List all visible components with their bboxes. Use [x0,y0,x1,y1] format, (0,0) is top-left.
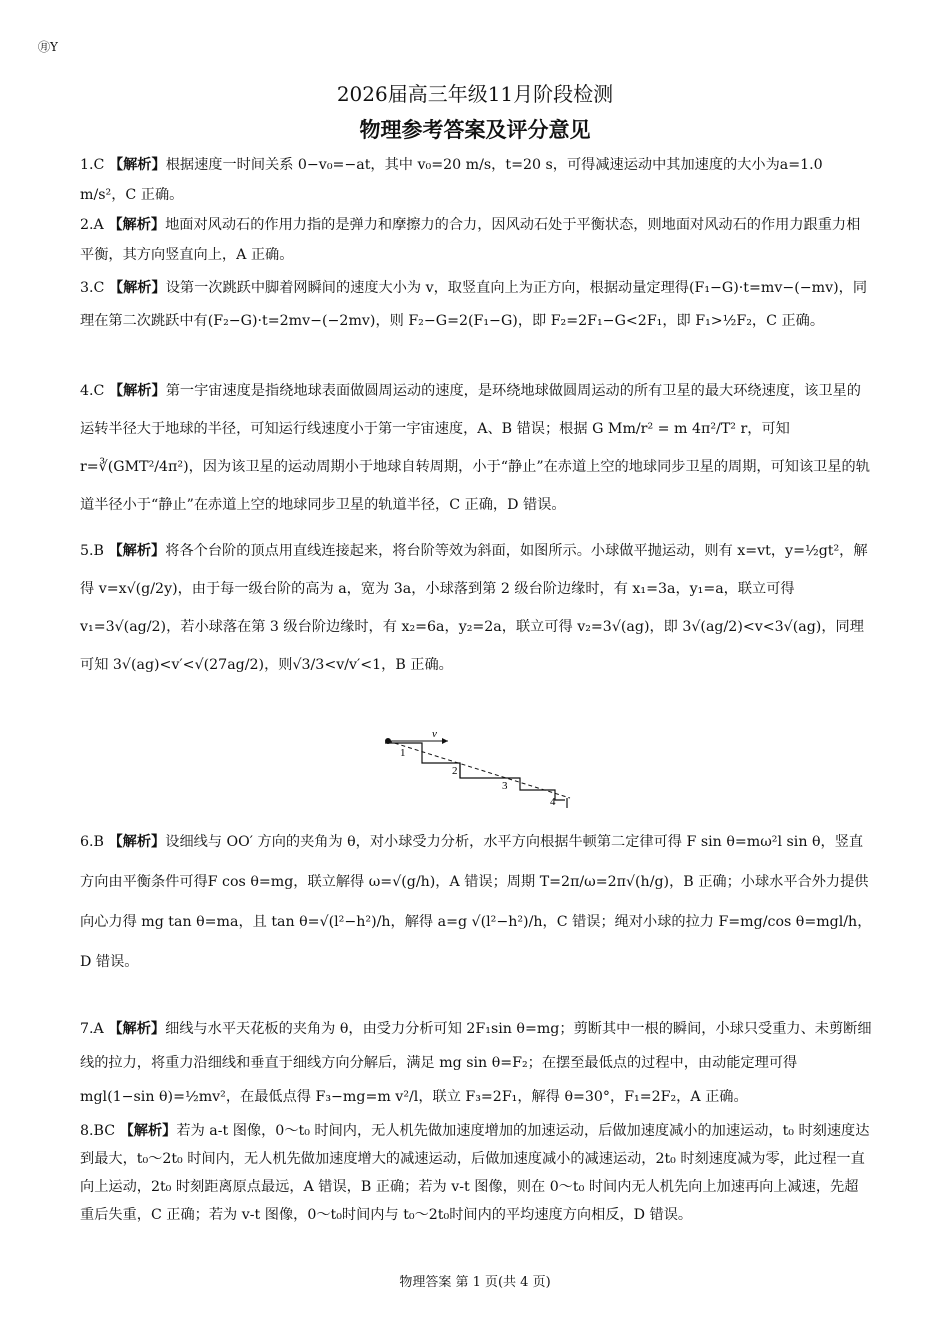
answer-item [80,1117,872,1229]
analysis-tag: 【解析】 [108,834,166,850]
analysis-tag: 【解析】 [108,157,166,173]
answer-text: 细线与水平天花板的夹角为 θ，由受力分析可知 2F₁sin θ=mg；剪断其中一根的瞬间，小球只受重力、未剪断细线的拉力，将重力沿细线和垂直于细线方向分解后，满足 mg sin θ=F₂；在摆至最低点的过程中，由动能定理可得 mgl(1−sin θ)=½mv²，在最低点得 F₃−mg=m v²/l，联立 F₃=2F₁，解得 θ=30°，F₁=2F₂，A 正确。 [80,1021,872,1105]
page-subtitle: 物理参考答案及评分意见 [359,117,591,142]
analysis-tag: 【解析】 [108,383,166,399]
page-footer: 物理答案 第 1 页(共 4 页) [399,1275,551,1290]
answer-text: 第一宇宙速度是指绕地球表面做圆周运动的速度，是环绕地球做圆周运动的所有卫星的最大环绕速度，该卫星的运转半径大于地球的半径，可知运行线速度小于第一宇宙速度，A、B 错误；根据 G Mm/r² = m 4π²/T² r，可知 r=∛(GMT²/4π²)，因为该卫星的运动周期小于地球自转周期，小于“静止”在赤道上空的地球同步卫星的周期，可知该卫星的轨道半径小于“静止”在赤道上空的地球同步卫星的轨道半径，C 正确，D 错误。 [80,383,870,513]
slope-line [388,741,570,798]
staircase-outline [385,743,565,800]
answer-list [80,150,872,1229]
analysis-tag: 【解析】 [119,1123,177,1139]
answer-number: 8.BC [80,1123,116,1139]
answer-text: 地面对风动石的作用力指的是弹力和摩擦力的合力，因风动石处于平衡状态，则地面对风动石的作用力跟重力相平衡，其方向竖直向上，A 正确。 [80,217,861,263]
answer-text: 设第一次跳跃中脚着网瞬间的速度大小为 v，取竖直向上为正方向，根据动量定理得(F₁−G)·t=mv−(−mv)，同理在第二次跳跃中有(F₂−G)·t=2mv−(−2mv)，则 F₂−G=2(F₁−G)，即 F₂=2F₁−G<2F₁，即 F₁>½F₂，C 正确。 [80,280,868,329]
step-label-3: 3 [502,780,508,792]
answer-item [80,272,872,372]
step-label-4: 4 [550,796,556,808]
answer-item [80,150,872,210]
answer-number: 1.C [80,157,105,173]
velocity-label: v [432,728,437,740]
staircase-figure [380,728,580,810]
answer-item [80,210,872,272]
answer-text: 若为 a-t 图像，0～t₀ 时间内，无人机先做加速度增加的加速运动，后做加速度减小的加速运动，t₀ 时刻速度达到最大，t₀～2t₀ 时间内，无人机先做加速度增大的减速运动，后做加速度减小的减速运动，2t₀ 时刻速度减为零，此过程一直向上运动，2t₀ 时刻距离原点最远，A 错误，B 正确；若为 v-t 图像，则在 0～t₀ 时间内无人机先向上加速再向上减速，先超重后失重，C 正确；若为 v-t 图像，0～t₀时间内与 t₀～2t₀时间内的平均速度方向相反，D 错误。 [80,1123,870,1223]
answer-item [80,822,872,1012]
answer-number: 6.B [80,834,104,850]
answer-text: 设细线与 OO′ 方向的夹角为 θ，对小球受力分析，水平方向根据牛顿第二定律可得 F sin θ=mω²l sin θ，竖直方向由平衡条件可得F cos θ=mg，联立解得 ω=√(g/h)，A 错误；周期 T=2π/ω=2π√(h/g)，B 正确；小球水平合外力提供向心力得 mg tan θ=ma，且 tan θ=√(l²−h²)/h，解得 a=g √(l²−h²)/h，C 错误；绳对小球的拉力 F=mg/cos θ=mgl/h，D 错误。 [80,834,872,970]
velocity-arrowhead [442,738,448,744]
answer-number: 5.B [80,543,104,559]
step-label-1: 1 [400,747,406,759]
analysis-tag: 【解析】 [108,217,166,233]
analysis-tag: 【解析】 [108,1021,166,1037]
corner-mark: ㊊Y [38,40,58,54]
answer-number: 4.C [80,383,105,399]
answer-item [80,372,872,532]
answer-item [80,1012,872,1117]
answer-number: 7.A [80,1021,104,1037]
answer-number: 2.A [80,217,104,233]
step-label-2: 2 [452,765,458,777]
analysis-tag: 【解析】 [108,543,166,559]
answer-number: 3.C [80,280,105,296]
page-title: 2026届高三年级11月阶段检测 [336,82,614,106]
analysis-tag: 【解析】 [108,280,166,296]
answer-text: 将各个台阶的顶点用直线连接起来，将台阶等效为斜面，如图所示。小球做平抛运动，则有 x=vt，y=½gt²，解得 v=x√(g/2y)，由于每一级台阶的高为 a，宽为 3a，小球落到第 2 级台阶边缘时，有 x₁=3a，y₁=a，联立可得 v₁=3√(ag/2)，若小球落在第 3 级台阶边缘时，有 x₂=6a，y₂=2a，联立可得 v₂=3√(ag)，即 3√(ag/2)<v<3√(ag)，同理可知 3√(ag)<v′<√(27ag/2)，则√3/3<v/v′<1，B 正确。 [80,543,868,673]
answer-text: 根据速度一时间关系 0−v₀=−at，其中 v₀=20 m/s，t=20 s，可得减速运动中其加速度的大小为a=1.0 m/s²，C 正确。 [80,157,823,203]
